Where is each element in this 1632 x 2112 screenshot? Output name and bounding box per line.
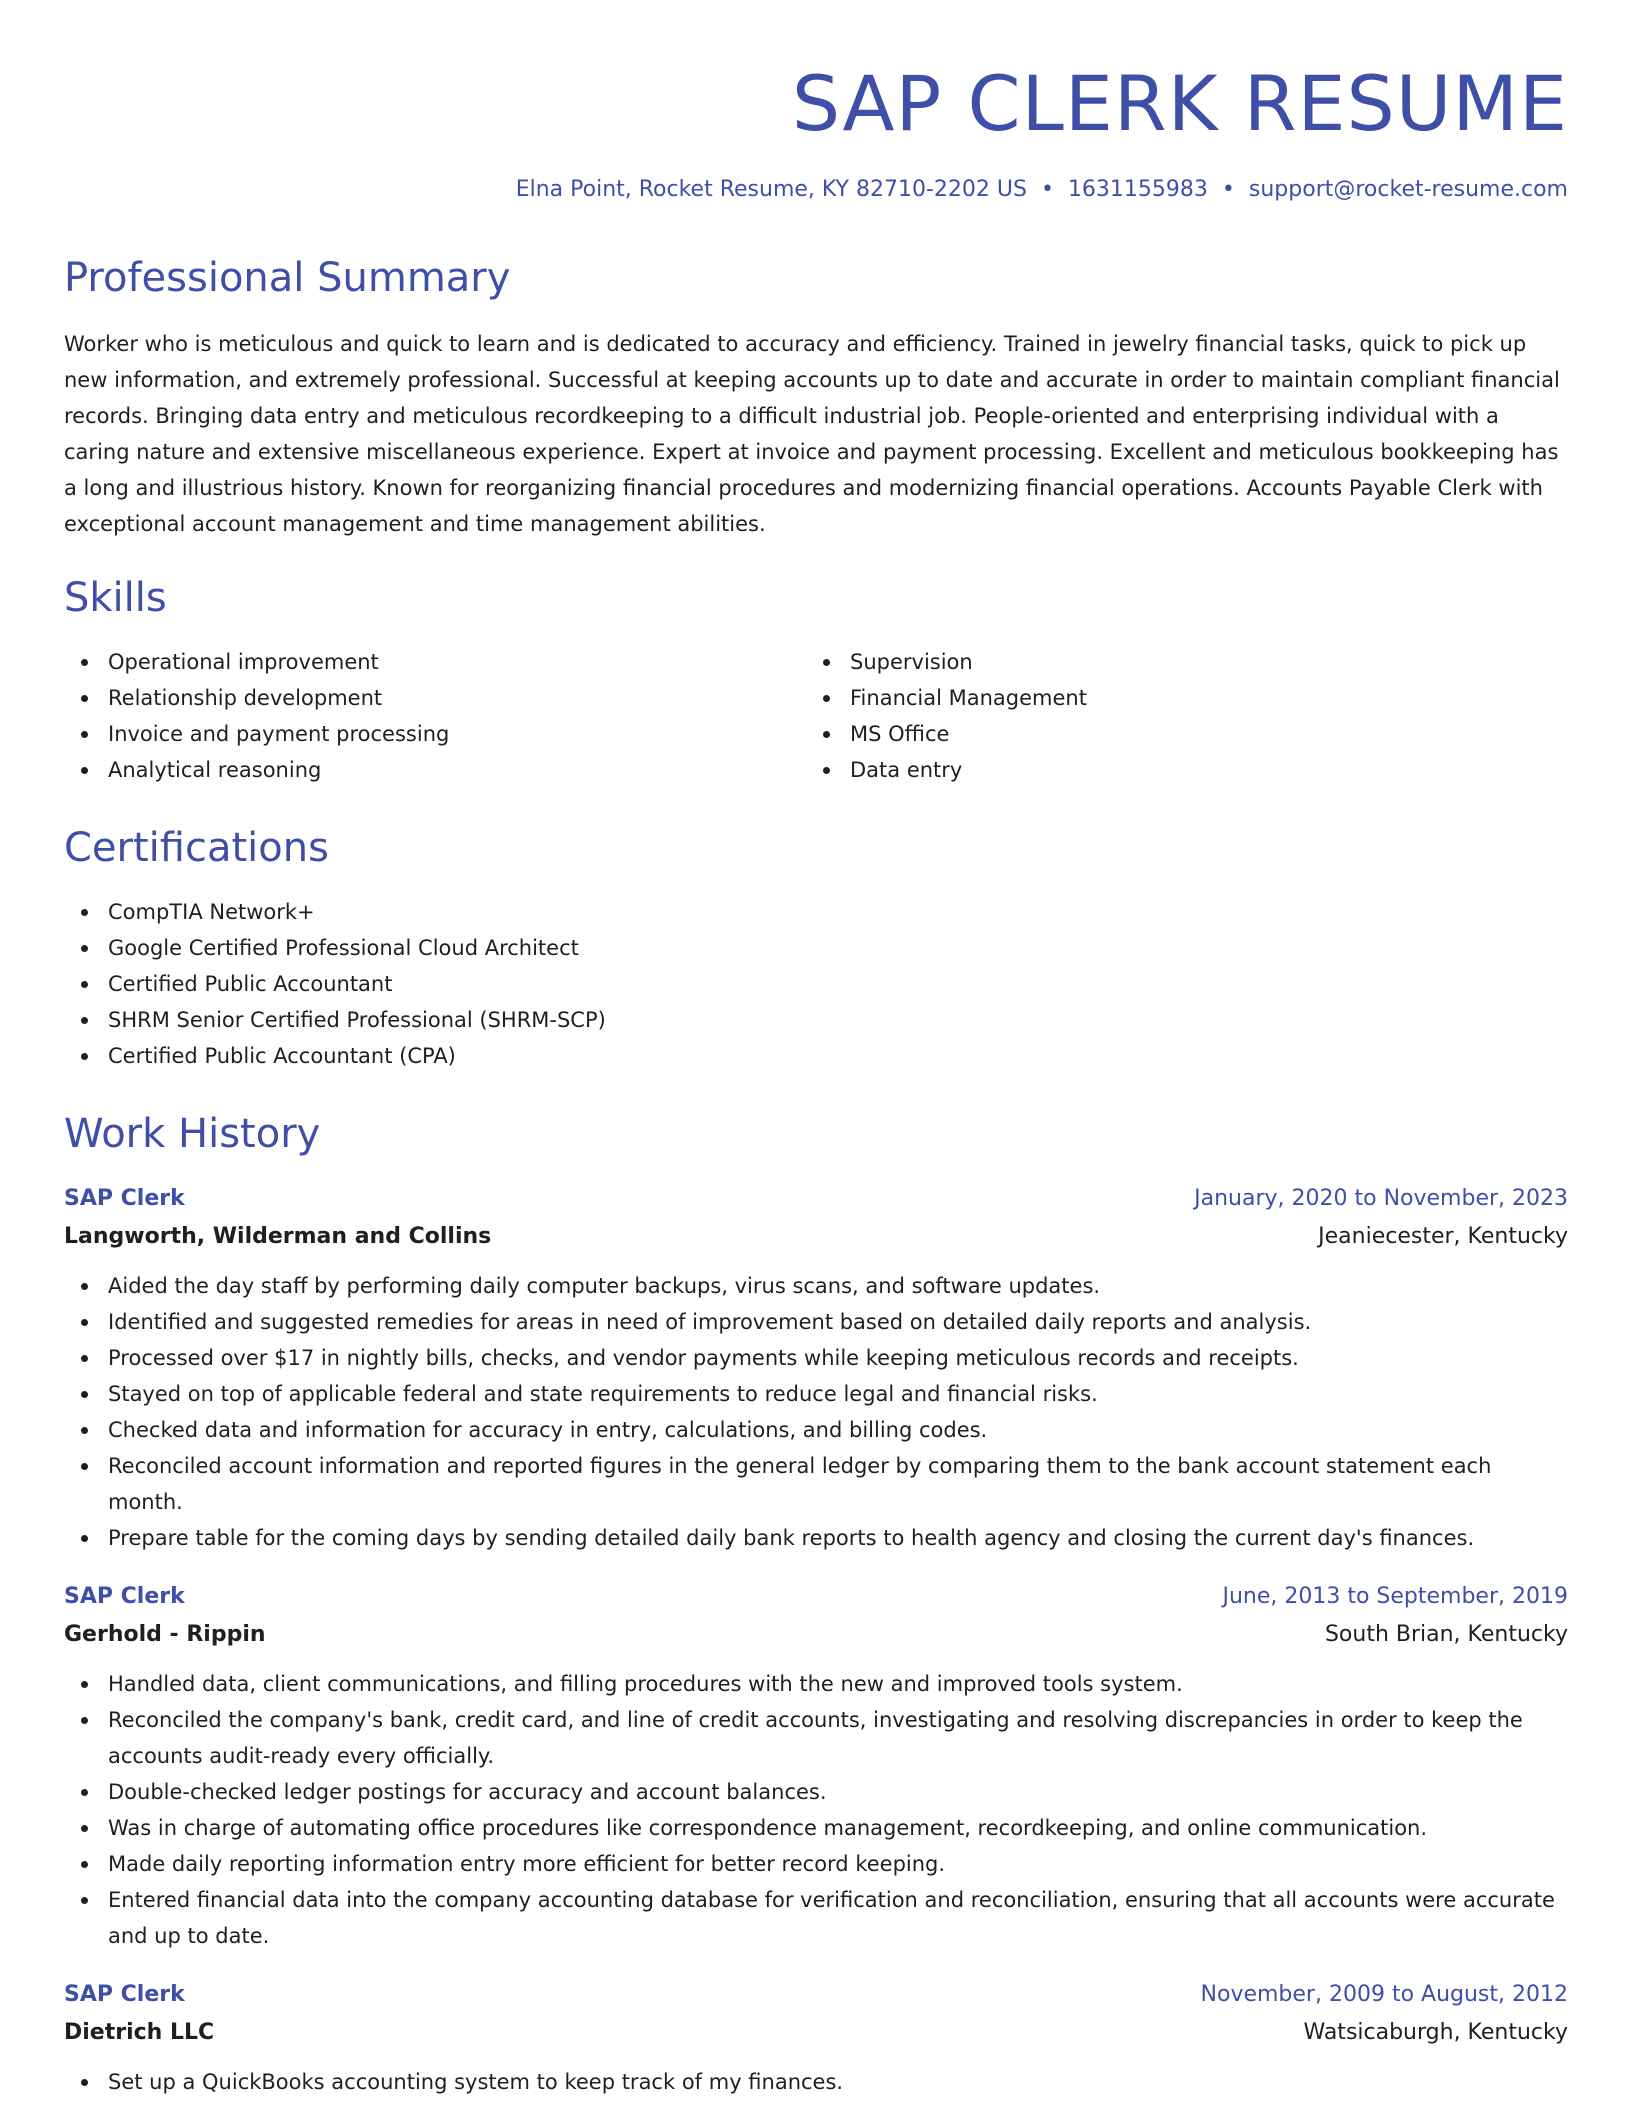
skill-item: Operational improvement: [64, 644, 806, 680]
job-entry: [64, 1976, 1568, 2100]
certification-item: Certified Public Accountant: [64, 966, 1568, 1002]
duty-item: Processed over $17 in nightly bills, checks, and vendor payments while keeping meticulous records and receipts.: [64, 1340, 1568, 1376]
certification-item: CompTIA Network+: [64, 894, 1568, 930]
skills-list: [64, 644, 1568, 788]
job-company-row: [64, 1616, 1568, 1654]
resume-name: SAP CLERK RESUME: [791, 59, 1568, 148]
duty-item: Identified and suggested remedies for areas in need of improvement based on detailed daily reports and analysis.: [64, 1304, 1568, 1340]
duty-item: Checked data and information for accuracy in entry, calculations, and billing codes.: [64, 1412, 1568, 1448]
job-duties: [64, 1666, 1568, 1954]
skill-item: Analytical reasoning: [64, 752, 806, 788]
certification-item: Certified Public Accountant (CPA): [64, 1038, 1568, 1074]
summary-text: Worker who is meticulous and quick to learn and is dedicated to accuracy and efficiency. Trained in jewelry financial tasks, quick to pick up new information, and extremely professional. Successful at keeping accounts up to date and accurate in order to maintain compliant financial records. Bringing data entry and meticulous recordkeeping to a difficult industrial job. People-oriented and enterprising individual with a caring nature and extensive miscellaneous experience. Expert at invoice and payment processing. Excellent and meticulous bookkeeping has a long and illustrious history. Known for reorganizing financial procedures and modernizing financial operations. Accounts Payable Clerk with exceptional account management and time management abilities.: [64, 332, 1560, 536]
skills-column-right: [806, 644, 1548, 788]
job-company: Langworth, Wilderman and Collins: [64, 1224, 492, 1249]
skills-column-left: [64, 644, 806, 788]
work-history-list: [64, 1180, 1568, 2100]
job-duties: [64, 2064, 1568, 2100]
job-header-row: [64, 1578, 1568, 1616]
contact-email: support@rocket-resume.com: [1248, 177, 1568, 202]
contact-address: Elna Point, Rocket Resume, KY 82710-2202 US: [515, 177, 1027, 202]
job-company-row: [64, 1218, 1568, 1256]
certification-item: Google Certified Professional Cloud Architect: [64, 930, 1568, 966]
job-header-row: [64, 1976, 1568, 2014]
duty-item: Made daily reporting information entry more efficient for better record keeping.: [64, 1846, 1568, 1882]
job-company: Dietrich LLC: [64, 2020, 215, 2045]
job-title: SAP Clerk: [64, 1584, 185, 1609]
duty-item: Entered financial data into the company accounting database for verification and reconciliation, ensuring that all accounts were accurate and up to date.: [64, 1882, 1568, 1954]
contact-line: [64, 174, 1568, 206]
job-company-row: [64, 2014, 1568, 2052]
duty-item: Stayed on top of applicable federal and state requirements to reduce legal and financial risks.: [64, 1376, 1568, 1412]
duty-item: Aided the day staff by performing daily computer backups, virus scans, and software updates.: [64, 1268, 1568, 1304]
job-location: Watsicaburgh, Kentucky: [1303, 2020, 1568, 2045]
job-duties: [64, 1268, 1568, 1556]
contact-separator: •: [1040, 177, 1054, 202]
skill-item: MS Office: [806, 716, 1548, 752]
job-header-row: [64, 1180, 1568, 1218]
duty-item: Set up a QuickBooks accounting system to keep track of my finances.: [64, 2064, 1568, 2100]
skill-item: Financial Management: [806, 680, 1548, 716]
skill-item: Invoice and payment processing: [64, 716, 806, 752]
contact-phone: 1631155983: [1067, 177, 1208, 202]
skill-item: Supervision: [806, 644, 1548, 680]
section-title-skills: Skills: [64, 575, 167, 621]
duty-item: Reconciled the company's bank, credit card, and line of credit accounts, investigating and resolving discrepancies in order to keep the accounts audit-ready every officially.: [64, 1702, 1568, 1774]
job-company: Gerhold - Rippin: [64, 1622, 266, 1647]
duty-item: Reconciled account information and reported figures in the general ledger by comparing them to the bank account statement each month.: [64, 1448, 1568, 1520]
duty-item: Prepare table for the coming days by sending detailed daily bank reports to health agency and closing the current day's finances.: [64, 1520, 1568, 1556]
certification-item: SHRM Senior Certified Professional (SHRM-SCP): [64, 1002, 1568, 1038]
job-dates: January, 2020 to November, 2023: [1194, 1186, 1568, 1211]
contact-separator: •: [1221, 177, 1235, 202]
certifications-list: [64, 894, 1568, 1074]
job-entry: [64, 1578, 1568, 1954]
skill-item: Data entry: [806, 752, 1548, 788]
job-entry: [64, 1180, 1568, 1556]
job-location: South Brian, Kentucky: [1324, 1622, 1568, 1647]
job-location: Jeaniecester, Kentucky: [1318, 1224, 1568, 1249]
duty-item: Double-checked ledger postings for accuracy and account balances.: [64, 1774, 1568, 1810]
job-title: SAP Clerk: [64, 1982, 185, 2007]
resume-page: [64, 56, 1568, 2100]
section-title-certifications: Certifications: [64, 825, 329, 871]
section-title-summary: Professional Summary: [64, 255, 511, 301]
job-dates: June, 2013 to September, 2019: [1222, 1584, 1568, 1609]
job-dates: November, 2009 to August, 2012: [1200, 1982, 1568, 2007]
section-title-work-history: Work History: [64, 1111, 321, 1157]
duty-item: Was in charge of automating office procedures like correspondence management, recordkeeping, and online communication.: [64, 1810, 1568, 1846]
job-title: SAP Clerk: [64, 1186, 185, 1211]
duty-item: Handled data, client communications, and filling procedures with the new and improved tools system.: [64, 1666, 1568, 1702]
skill-item: Relationship development: [64, 680, 806, 716]
